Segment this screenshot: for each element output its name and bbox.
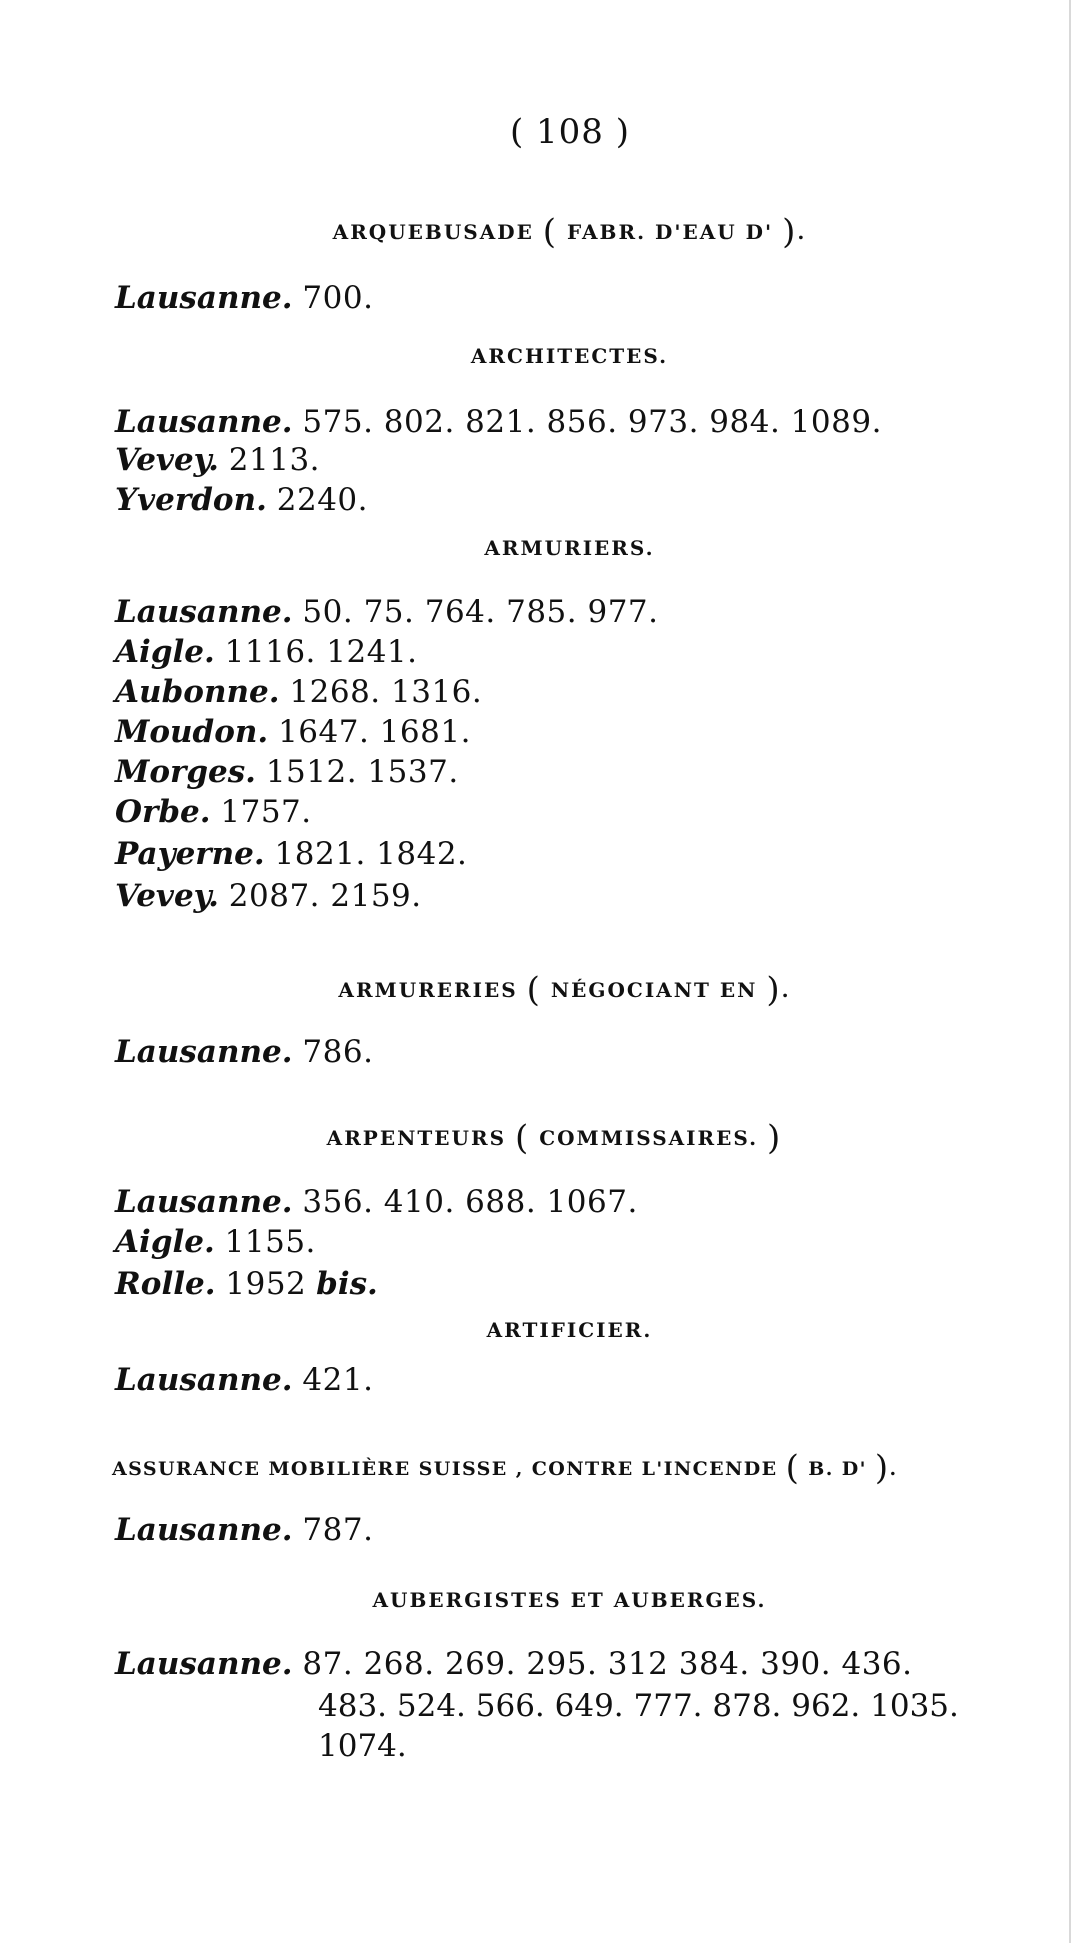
place-name: Lausanne. bbox=[115, 1646, 293, 1682]
place-name: Moudon. bbox=[115, 714, 269, 750]
heading-text: ARPENTEURS bbox=[326, 1126, 507, 1150]
section-heading-artificier: ARTIFICIER. bbox=[486, 1318, 653, 1342]
place-name: Lausanne. bbox=[115, 280, 293, 316]
place-name: Lausanne. bbox=[115, 1512, 293, 1548]
list-item bbox=[115, 1264, 378, 1304]
entry-numbers: 1647. 1681. bbox=[278, 714, 471, 750]
place-name: Vevey. bbox=[115, 878, 219, 914]
place-name: Lausanne. bbox=[115, 404, 293, 440]
list-item bbox=[115, 1182, 638, 1222]
place-name: Aubonne. bbox=[115, 674, 280, 710]
place-name: Aigle. bbox=[115, 634, 215, 670]
heading-paren-text: NÉGOCIANT EN bbox=[550, 978, 758, 1002]
place-name: Aigle. bbox=[115, 1224, 215, 1260]
list-item bbox=[115, 876, 422, 916]
list-item bbox=[115, 1360, 373, 1400]
continuation-line: 1074. bbox=[318, 1728, 407, 1764]
entry-numbers: 1821. 1842. bbox=[274, 836, 468, 872]
entry-numbers: 87. 268. 269. 295. 312 384. 390. 436. bbox=[302, 1646, 913, 1682]
list-item bbox=[115, 592, 659, 632]
entry-numbers: 1512. 1537. bbox=[265, 754, 459, 790]
list-item bbox=[115, 1032, 373, 1072]
list-item bbox=[115, 712, 471, 752]
heading-text: ASSURANCE MOBILIÈRE SUISSE , CONTRE L'INCENDE bbox=[112, 1458, 778, 1480]
entry-numbers: 1116. 1241. bbox=[224, 634, 418, 670]
page-number: ( 108 ) bbox=[509, 112, 631, 152]
heading-paren-text: COMMISSAIRES. bbox=[539, 1126, 759, 1150]
entry-numbers: 2113. bbox=[228, 442, 321, 478]
heading-text: ARQUEBUSADE bbox=[332, 220, 534, 244]
section-heading-armuriers: ARMURIERS. bbox=[484, 536, 655, 560]
bis-suffix: bis. bbox=[316, 1266, 378, 1302]
list-item bbox=[115, 278, 373, 318]
list-item bbox=[115, 834, 467, 874]
list-item bbox=[115, 480, 368, 520]
place-name: Yverdon. bbox=[115, 482, 267, 518]
entry-numbers: 1155. bbox=[224, 1224, 316, 1260]
entry-numbers: 786. bbox=[302, 1034, 374, 1070]
place-name: Lausanne. bbox=[115, 1184, 293, 1220]
entry-numbers: 356. 410. 688. 1067. bbox=[302, 1184, 638, 1220]
entry-numbers: 421. bbox=[302, 1362, 374, 1398]
entry-numbers: 1952 bbox=[225, 1266, 307, 1302]
entry-numbers: 2087. 2159. bbox=[228, 878, 422, 914]
entry-numbers: 575. 802. 821. 856. 973. 984. 1089. bbox=[302, 404, 882, 440]
list-item bbox=[115, 1222, 316, 1262]
list-item bbox=[115, 1644, 913, 1684]
place-name: Lausanne. bbox=[115, 1034, 293, 1070]
entry-numbers: 1757. bbox=[220, 794, 312, 830]
continuation-line: 483. 524. 566. 649. 777. 878. 962. 1035. bbox=[318, 1688, 959, 1724]
list-item bbox=[115, 440, 320, 480]
entry-numbers: 50. 75. 764. 785. 977. bbox=[302, 594, 659, 630]
list-item bbox=[115, 792, 312, 832]
place-name: Orbe. bbox=[115, 794, 211, 830]
place-name: Payerne. bbox=[115, 836, 265, 872]
heading-paren-text: B. D' bbox=[808, 1458, 867, 1480]
list-item bbox=[115, 752, 459, 792]
entry-numbers: 787. bbox=[302, 1512, 374, 1548]
entry-numbers: 1268. 1316. bbox=[289, 674, 483, 710]
list-item bbox=[115, 632, 418, 672]
place-name: Rolle. bbox=[115, 1266, 216, 1302]
heading-paren-text: FABR. D'EAU D' bbox=[567, 220, 774, 244]
section-heading-arquebusade: ARQUEBUSADE ( FABR. D'EAU D' ). bbox=[332, 212, 807, 252]
list-item bbox=[115, 1510, 373, 1550]
heading-text: ARMURERIES bbox=[338, 978, 518, 1002]
entry-numbers: 2240. bbox=[276, 482, 368, 518]
section-heading-arpenteurs: ARPENTEURS ( COMMISSAIRES. ) bbox=[326, 1118, 783, 1158]
section-heading-architectes: ARCHITECTES. bbox=[470, 344, 669, 368]
section-heading-aubergistes: AUBERGISTES ET AUBERGES. bbox=[372, 1588, 767, 1612]
section-heading-assurance: ASSURANCE MOBILIÈRE SUISSE , CONTRE L'INCENDE ( B. D' ). bbox=[112, 1448, 898, 1488]
place-name: Lausanne. bbox=[115, 594, 293, 630]
list-item bbox=[115, 672, 482, 712]
place-name: Vevey. bbox=[115, 442, 219, 478]
place-name: Lausanne. bbox=[115, 1362, 293, 1398]
list-item bbox=[115, 402, 882, 442]
section-heading-armureries: ARMURERIES ( NÉGOCIANT EN ). bbox=[338, 970, 791, 1010]
entry-numbers: 700. bbox=[302, 280, 374, 316]
place-name: Morges. bbox=[115, 754, 256, 790]
